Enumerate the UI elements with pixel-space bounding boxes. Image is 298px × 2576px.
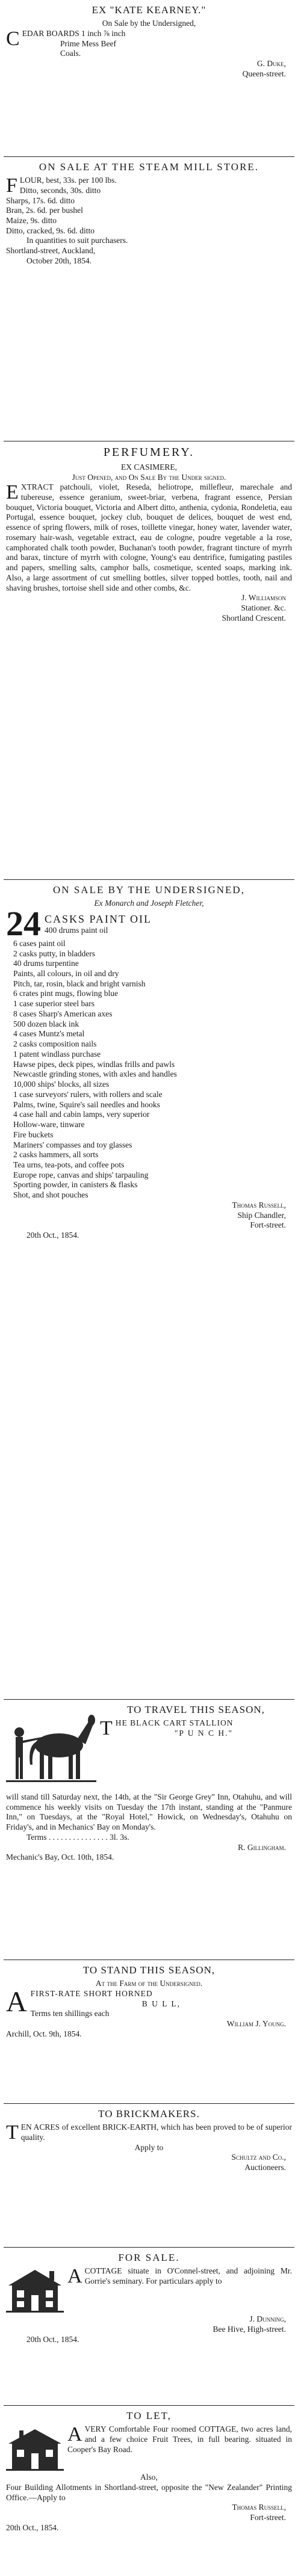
ad-item: Shot, and shot pouches — [13, 1190, 88, 1200]
horse-woodcut-icon — [6, 1702, 96, 1792]
ad-line: Prime Mess Beef — [60, 38, 116, 48]
ad-body: Four Building Allotments in Shortland-street, opposite the "New Zealander" Printing Office.—Apply to — [6, 2482, 292, 2502]
cottage-woodcut-icon — [6, 2424, 64, 2473]
ad-subtitle: Just Opened, and On Sale By the Under signed. — [72, 472, 226, 482]
ad-item: Newcastle grinding stones, with axles and handles — [13, 1069, 177, 1079]
ad-line: Coals. — [60, 49, 81, 58]
ad-address: Fort-street. — [250, 2513, 286, 2522]
ad-title: PERFUMERY. — [103, 446, 195, 459]
ad-item: Palms, twine, Squire's sail needles and hooks — [13, 1099, 160, 1109]
ad-title: EX "KATE KEARNEY." — [92, 4, 206, 16]
ad-address: Bee Hive, High-street. — [213, 2324, 286, 2334]
ad-item: Pitch, tar, rosin, black and bright varnish — [13, 979, 146, 988]
ad-address: Queen-street. — [242, 69, 286, 78]
ad-line: Terms ten shillings each — [30, 2009, 110, 2018]
ad-title: TO STAND THIS SEASON, — [82, 1964, 216, 1976]
ad-address: Shortland Crescent. — [222, 613, 286, 622]
ad-item: 2 casks composition nails — [13, 1039, 97, 1049]
ad-date: 20th Oct., 1854. — [26, 2334, 79, 2344]
ad-signature: R. Gillingham. — [238, 1842, 286, 1852]
ad-address: Ship Chandler, — [237, 1210, 286, 1220]
ad-paint-oil — [0, 880, 298, 1699]
ad-line: In quantities to suit purchasers. — [26, 236, 128, 245]
ad-item: 4 case hall and cabin lamps, very superior — [13, 1110, 150, 1119]
ad-signature: Thomas Russell, — [232, 1200, 286, 1210]
ad-item: Europe rope, canvas and ships' tarpauling — [13, 1170, 149, 1179]
ad-item: 2 casks putty, in bladders — [13, 948, 95, 958]
ad-line: Sharps, 17s. 6d. ditto — [6, 195, 75, 205]
ad-line: Ditto, cracked, 9s. 6d. ditto — [6, 226, 95, 235]
ad-kate-kearney — [0, 0, 298, 156]
ad-date: 20th Oct., 1854. — [6, 2522, 59, 2532]
ad-line: AFIRST-RATE SHORT HORNED — [6, 1985, 153, 2018]
ad-item: 500 dozen black ink — [13, 1019, 79, 1028]
ad-item: 1 case surveyors' rulers, with rollers and scale — [13, 1089, 163, 1099]
ad-item-list — [6, 939, 292, 1200]
ad-item: 6 crates pint mugs, flowing blue — [13, 989, 118, 998]
ad-terms: Terms . . . . . . . . . . . . . . . 3l. 3s. — [26, 1832, 129, 1842]
ad-also: Also, — [140, 2473, 158, 2482]
ad-subtitle: At the Farm of the Undersigned. — [95, 1979, 203, 1988]
ad-item: Tea urns, tea-pots, and coffee pots — [13, 1160, 125, 1169]
ad-date: October 20th, 1854. — [26, 256, 92, 265]
ad-line: Maize, 9s. ditto — [6, 216, 57, 226]
ad-line: On Sale by the Undersigned, — [102, 19, 196, 28]
ad-item: Paints, all colours, in oil and dry — [13, 969, 119, 979]
ad-signature: William J. Young. — [226, 2019, 286, 2029]
ad-big-number: 24 — [6, 908, 41, 939]
ad-body: TEN ACRES of excellent BRICK-EARTH, which has been proved to be of superior quality. — [6, 2121, 292, 2144]
ad-title: ON SALE BY THE UNDERSIGNED, — [53, 884, 245, 896]
ad-item: Mariners' compasses and toy glasses — [13, 1140, 132, 1149]
ad-address: Stationer. &c. — [241, 603, 286, 613]
ad-item: Hawse pipes, deck pipes, windlas frills and pawls — [13, 1059, 175, 1069]
ad-stallion — [0, 1700, 298, 1960]
ad-steam-mill — [0, 157, 298, 441]
ad-item: 1 case superior steel bars — [13, 999, 95, 1009]
ad-signature: Schultz and Co., — [231, 2153, 286, 2162]
ad-item: 2 casks hammers, all sorts — [13, 1150, 99, 1160]
ad-title: TO LET, — [126, 2410, 172, 2421]
ad-signature: Thomas Russell, — [232, 2503, 286, 2512]
ad-signature: G. Duke, — [256, 59, 286, 69]
ad-item: 400 drums paint oil — [45, 926, 108, 935]
ad-subtitle: THE BLACK CART STALLION — [100, 1717, 234, 1740]
ad-place: Shortland-street, Auckland, — [6, 246, 96, 256]
ad-line: CEDAR BOARDS 1 inch ⅞ inch — [6, 27, 126, 50]
ad-line: FLOUR, best, 33s. per 100 lbs. — [6, 174, 117, 197]
ad-item: 8 cases Sharp's American axes — [13, 1009, 113, 1018]
ad-title: ON SALE AT THE STEAM MILL STORE. — [39, 161, 259, 173]
ad-body: ACOTTAGE situate in O'Connel-street, and adjoining Mr. Gorrie's seminary. For particulars apply to — [67, 2265, 292, 2288]
ad-subtitle: Ex Monarch and Joseph Fletcher, — [94, 899, 204, 908]
ad-item: 4 cases Muntz's metal — [13, 1029, 85, 1039]
ad-signature: J. Dunning, — [249, 2314, 286, 2324]
ad-bull — [0, 1960, 298, 2103]
ad-title: TO BRICKMAKERS. — [98, 2108, 200, 2120]
ad-date: Archill, Oct. 9th, 1854. — [6, 2029, 82, 2038]
ad-apply: Apply to — [134, 2142, 164, 2152]
house-woodcut-icon — [6, 2266, 64, 2314]
ad-brickmakers — [0, 2104, 298, 2247]
ad-line: B U L L, — [141, 1999, 181, 2008]
ad-body: AVERY Comfortable Four roomed COTTAGE, two acres land, and a few choice Fruit Trees, in full bearing. situated in Cooper's Bay Road. — [67, 2423, 292, 2454]
ad-title: TO TRAVEL THIS SEASON, — [127, 1704, 265, 1715]
ad-item: Sporting powder, in canisters & flasks — [13, 1180, 138, 1190]
ad-lead: CASKS PAINT OIL — [45, 912, 152, 925]
ad-for-sale — [0, 2248, 298, 2405]
ad-to-let — [0, 2406, 298, 2576]
ad-item: Hollow-ware, tinware — [13, 1120, 85, 1130]
ad-item: Fire buckets — [13, 1130, 54, 1139]
ad-date: 20th Oct., 1854. — [26, 1231, 79, 1240]
horse-name: "P U N C H." — [174, 1728, 233, 1738]
ad-date: Mechanic's Bay, Oct. 10th, 1854. — [6, 1852, 114, 1862]
ad-item: 1 patent windlass purchase — [13, 1049, 101, 1059]
ad-line: Ditto, seconds, 30s. ditto — [19, 185, 101, 195]
ad-item: 40 drums turpentine — [13, 959, 79, 968]
ad-item: 6 cases paint oil — [13, 938, 66, 948]
ad-line: Bran, 2s. 6d. per bushel — [6, 206, 83, 215]
ad-address: Auctioneers. — [244, 2163, 286, 2172]
ad-body: EXTRACT patchouli, violet, Reseda, heliotrope, millefleur, marechale and tubereuse, essence geranium, sweet-briar, verbena, fragrant essence, Persian bouquet, Victoria bouquet, Victoria and Albert ditto, anthenia, cydonia, Rondeletia, eau Portugal, essence bouquet, jockey club, bouquet de delices, bouquet de west end, essence of spring flowers, milk of roses, toillette vinegar, honey water, lavender water, rosemary hair-wash, vegetable extract, eau de cologne, poudre vegetable a la rose, camphorated chalk tooth powder, Buchanan's tooth powder, fragrant tincture of myrrh and barax, tincture of myrrh with cologne, Young's eau dentrifice, fumigating pastiles and papers, smelling salts, camphor balls, cosmetique, scented soaps, marking ink. Also, a large assortment of cut smelling bottles, silver topped bottles, tooth, nail and shaving brushes, tortoise shell side and other combs, &c. — [6, 481, 292, 592]
ad-signature: J. Williamson — [241, 593, 286, 603]
ad-title: FOR SALE. — [118, 2252, 180, 2263]
ad-body: will stand till Saturday next, the 14th, at the "Sir George Grey" Inn, Otahuhu, and will commence his weekly visits on Tuesday the 17th instant, standing at the "Panmure Inn," on Tuesdays, at the "Royal Hotel," Howick, on Wednesday's, Otahuhu on Friday's, and in Mechanics' Bay on Monday's. — [6, 1792, 292, 1832]
ad-address: Fort-street. — [250, 1220, 286, 1230]
ad-item: 10,000 ships' blocks, all sizes — [13, 1080, 110, 1089]
ad-perfumery — [0, 441, 298, 879]
ad-subtitle: EX CASIMERE, — [120, 462, 177, 472]
